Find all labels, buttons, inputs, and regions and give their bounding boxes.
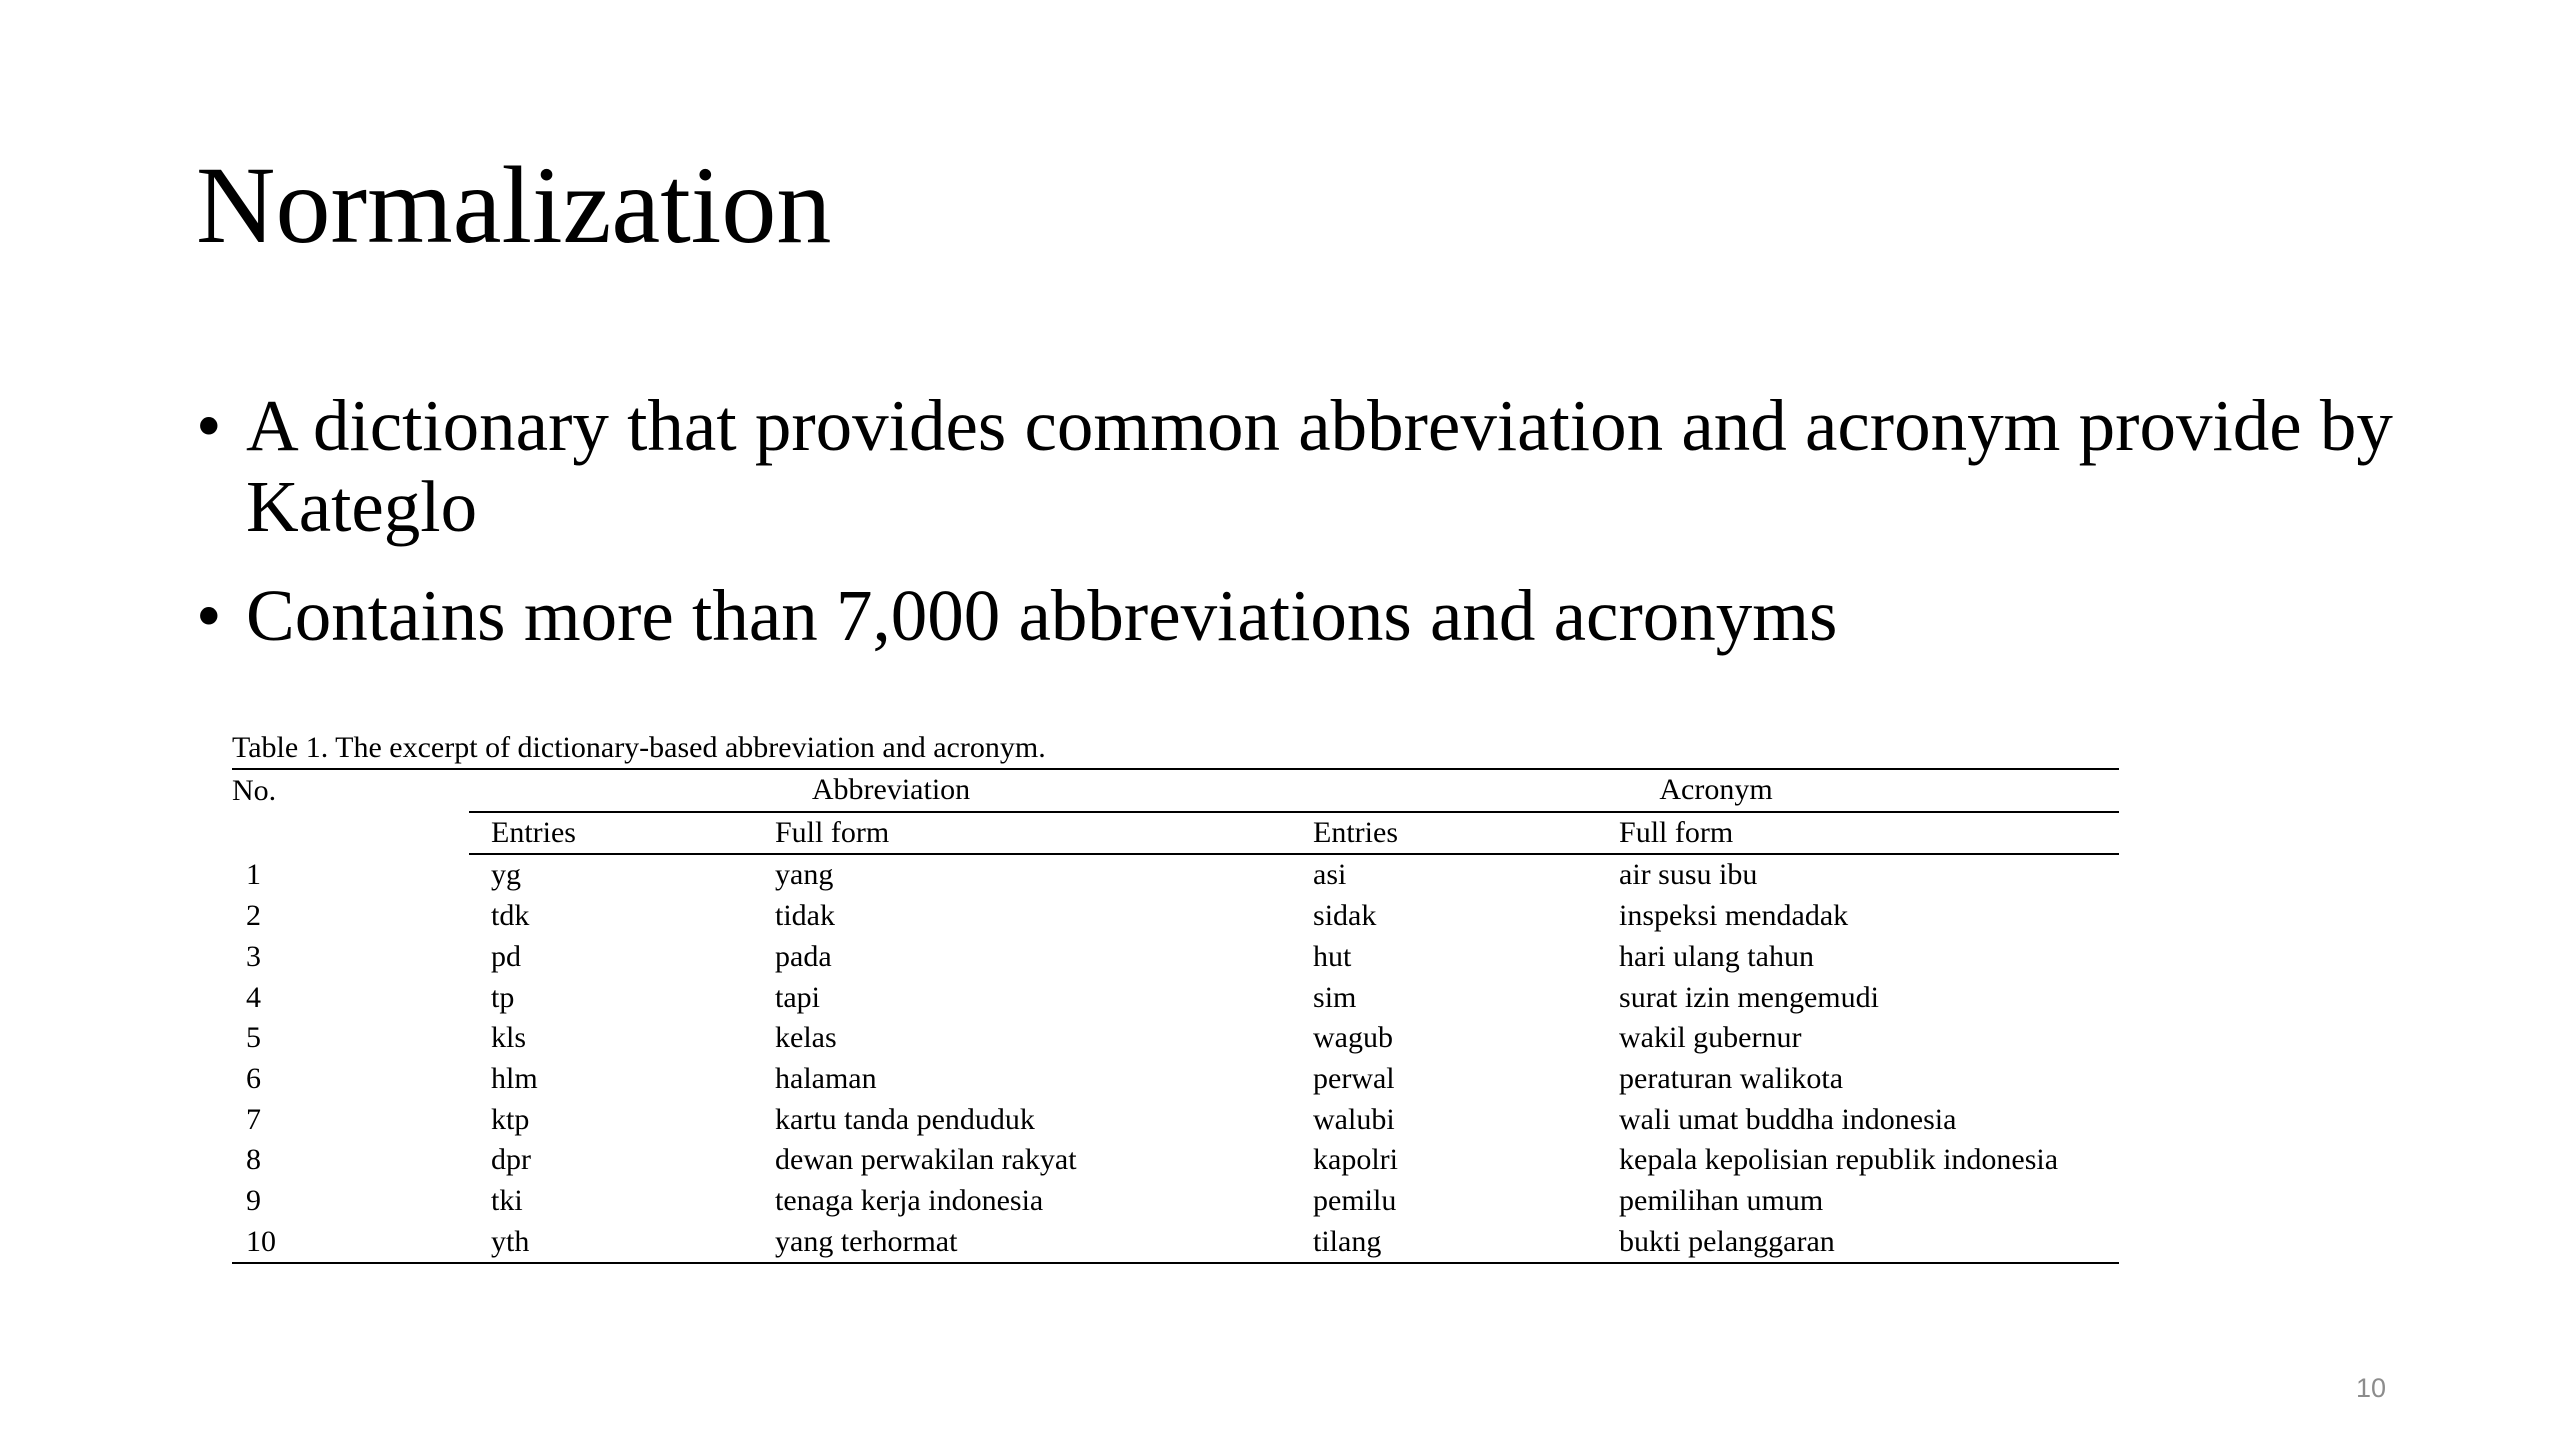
header-abbr-full-form: Full form xyxy=(775,812,1313,855)
dictionary-table xyxy=(232,768,2119,1264)
table-row xyxy=(232,1018,2119,1059)
table-caption: Table 1. The excerpt of dictionary-based abbreviation and acronym. xyxy=(232,731,1046,764)
cell-no: 9 xyxy=(246,1184,261,1218)
bullet-marker: • xyxy=(196,385,222,466)
header-acronym: Acronym xyxy=(1313,769,2119,812)
header-acr-entries: Entries xyxy=(1313,812,1619,855)
cell-abbr-entry: tp xyxy=(491,980,515,1014)
cell-acr-entry: kapolri xyxy=(1313,1143,1398,1177)
cell-acr-full: bukti pelanggaran xyxy=(1619,1222,2119,1264)
cell-acr-entry: sim xyxy=(1313,980,1357,1014)
header-spacer xyxy=(232,812,469,855)
table-row xyxy=(232,978,2119,1019)
bullet-item xyxy=(196,575,2396,656)
table-sub-header-row xyxy=(232,812,2119,855)
cell-abbr-entry: hlm xyxy=(491,1061,538,1095)
cell-no: 4 xyxy=(246,980,261,1014)
cell-no: 1 xyxy=(246,857,261,891)
table-row xyxy=(232,1181,2119,1222)
cell-acr-entry: tilang xyxy=(1313,1222,1619,1264)
table-group-header-row xyxy=(232,769,2119,812)
cell-abbr-entry: yg xyxy=(491,858,521,892)
table-row xyxy=(232,1059,2119,1100)
cell-acr-full: surat izin mengemudi xyxy=(1619,980,1879,1014)
table-row xyxy=(232,937,2119,978)
cell-acr-full: wali umat buddha indonesia xyxy=(1619,1102,1957,1136)
cell-abbr-full: tenaga kerja indonesia xyxy=(775,1184,1044,1218)
cell-abbr-full: yang xyxy=(775,858,834,892)
header-acr-full-form: Full form xyxy=(1619,812,2119,855)
cell-abbr-entry: tki xyxy=(491,1184,523,1218)
cell-acr-entry: perwal xyxy=(1313,1061,1395,1095)
cell-abbr-full: yang terhormat xyxy=(775,1222,1313,1264)
cell-abbr-full: pada xyxy=(775,939,832,973)
cell-abbr-full: tidak xyxy=(775,899,835,933)
cell-acr-full: air susu ibu xyxy=(1619,858,1758,892)
cell-abbr-entry: yth xyxy=(469,1222,775,1264)
header-no: No. xyxy=(232,769,469,812)
cell-abbr-entry: dpr xyxy=(491,1143,531,1177)
cell-abbr-entry: kls xyxy=(491,1021,527,1055)
bullet-text: Contains more than 7,000 abbreviations and acronyms xyxy=(246,575,1838,656)
bullet-item xyxy=(196,385,2396,547)
cell-acr-entry: pemilu xyxy=(1313,1184,1397,1218)
cell-no: 5 xyxy=(246,1021,261,1055)
bullet-text: A dictionary that provides common abbreviation and acronym provide by Kateglo xyxy=(246,385,2393,547)
cell-acr-full: inspeksi mendadak xyxy=(1619,899,1849,933)
bullet-list xyxy=(196,385,2396,684)
cell-abbr-full: halaman xyxy=(775,1061,877,1095)
header-abbreviation: Abbreviation xyxy=(469,769,1313,812)
cell-no: 7 xyxy=(246,1102,261,1136)
cell-acr-full: peraturan walikota xyxy=(1619,1061,1844,1095)
table-row xyxy=(232,1100,2119,1141)
cell-abbr-full: kartu tanda penduduk xyxy=(775,1102,1035,1136)
bullet-marker: • xyxy=(196,575,222,656)
cell-abbr-entry: ktp xyxy=(491,1102,530,1136)
cell-acr-entry: hut xyxy=(1313,939,1352,973)
cell-abbr-full: tapi xyxy=(775,980,820,1014)
cell-acr-full: hari ulang tahun xyxy=(1619,939,1814,973)
cell-abbr-entry: pd xyxy=(491,939,521,973)
header-abbr-entries: Entries xyxy=(469,812,775,855)
cell-acr-entry: sidak xyxy=(1313,899,1377,933)
cell-no: 6 xyxy=(246,1061,261,1095)
cell-acr-full: kepala kepolisian republik indonesia xyxy=(1619,1143,2059,1177)
cell-no: 3 xyxy=(246,939,261,973)
cell-abbr-entry: tdk xyxy=(491,899,530,933)
cell-abbr-full: kelas xyxy=(775,1021,837,1055)
table-row xyxy=(232,1140,2119,1181)
cell-no: 8 xyxy=(246,1143,261,1177)
cell-no: 10 xyxy=(232,1222,469,1264)
table-row xyxy=(232,1222,2119,1264)
cell-acr-entry: walubi xyxy=(1313,1102,1395,1136)
slide-title: Normalization xyxy=(196,144,832,266)
page-number: 10 xyxy=(2356,1373,2387,1403)
cell-abbr-full: dewan perwakilan rakyat xyxy=(775,1143,1077,1177)
cell-acr-entry: wagub xyxy=(1313,1021,1393,1055)
cell-acr-full: wakil gubernur xyxy=(1619,1021,1802,1055)
cell-no: 2 xyxy=(246,899,261,933)
table-row xyxy=(232,896,2119,937)
cell-acr-entry: asi xyxy=(1313,858,1347,892)
cell-acr-full: pemilihan umum xyxy=(1619,1184,1824,1218)
table-row xyxy=(232,854,2119,896)
